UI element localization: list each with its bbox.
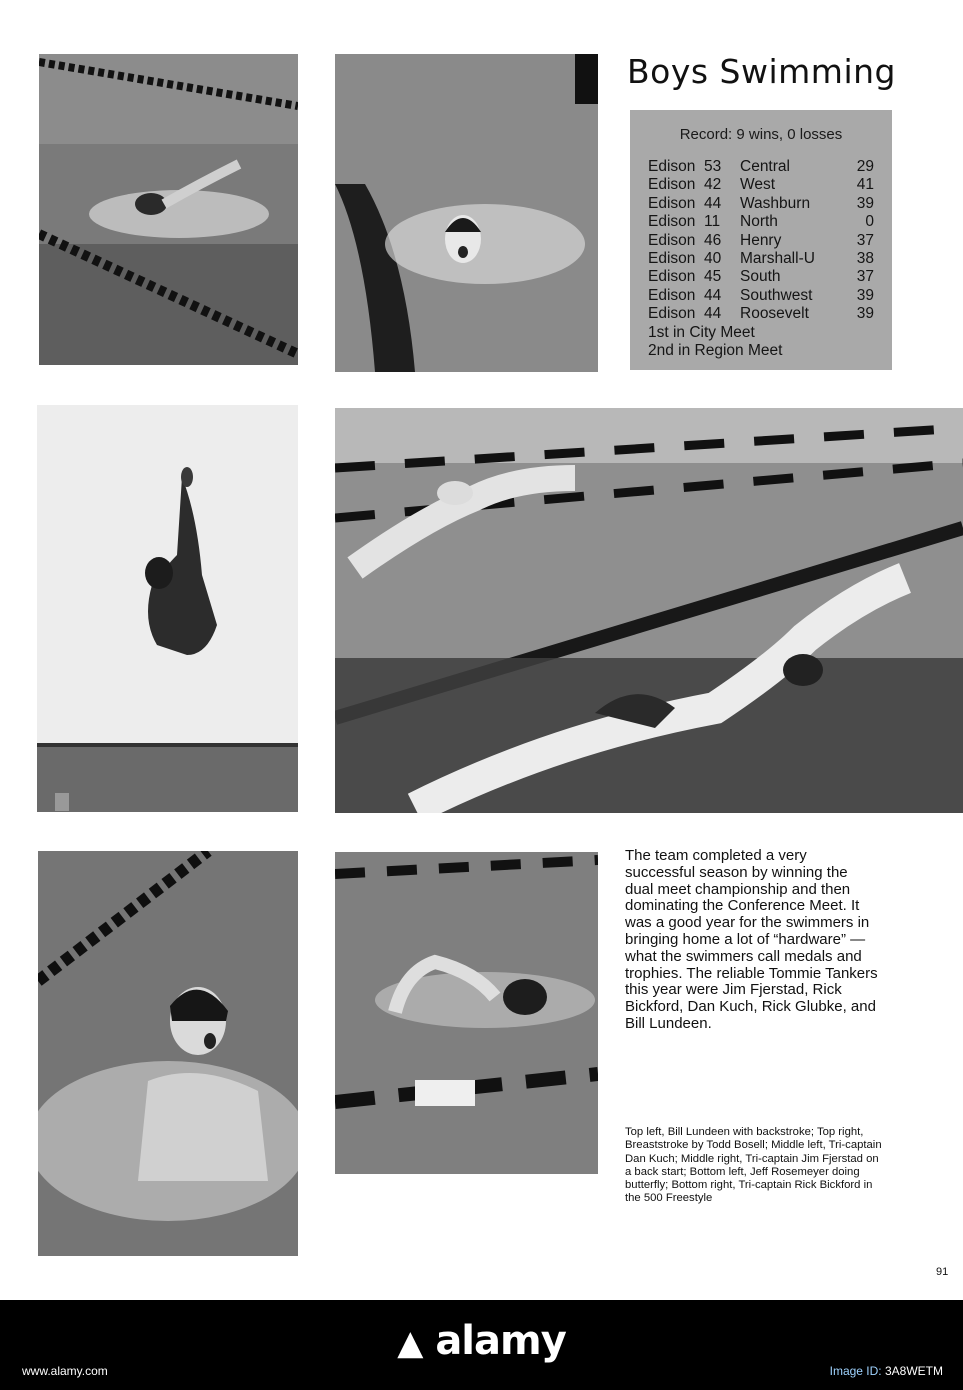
- team-name: Edison: [648, 268, 696, 286]
- team-name: Edison: [648, 231, 696, 249]
- watermark-footer: [0, 1300, 963, 1390]
- opponent-name: Roosevelt: [740, 305, 809, 323]
- result-row: [648, 232, 874, 250]
- alamy-logo-text: alamy: [435, 1318, 566, 1364]
- story-paragraph: The team completed a very successful season by winning the dual meet championship and then dominating the Conference Meet. It was a good year for the swimmers in bringing home a lot of “hardware” — what the swimmers call medals and trophies. The reliable Tommie Tankers this year were Jim Fjerstad, Rick Bickford, Dan Kuch, Rick Glubke, and Bill Lundeen.: [625, 847, 878, 1032]
- photo-top-left-backstroke: [39, 54, 298, 365]
- opponent-score: 39: [856, 286, 874, 304]
- result-row: [648, 176, 874, 194]
- opponent-score: 37: [856, 268, 874, 286]
- team-name: Edison: [648, 286, 696, 304]
- team-score: 42: [704, 176, 722, 194]
- result-row: [648, 287, 874, 305]
- image-id-value: 3A8WETM: [884, 1364, 943, 1378]
- site-url: www.alamy.com: [22, 1364, 108, 1378]
- city-meet-result: 1st in City Meet: [648, 323, 755, 341]
- image-id: [830, 1364, 943, 1378]
- photo-middle-left-diver: [37, 405, 298, 812]
- team-score: 40: [704, 250, 722, 268]
- photo-top-right-breaststroke: [335, 54, 598, 372]
- team-score: 44: [704, 194, 722, 212]
- opponent-score: 0: [865, 213, 874, 231]
- season-record-box: [630, 110, 892, 370]
- opponent-score: 37: [856, 231, 874, 249]
- team-name: Edison: [648, 194, 696, 212]
- team-score: 45: [704, 268, 722, 286]
- result-row: [648, 268, 874, 286]
- opponent-name: North: [740, 213, 778, 231]
- photo-bottom-right-freestyle: [335, 852, 598, 1174]
- result-row: [648, 195, 874, 213]
- team-score: 11: [704, 213, 721, 231]
- opponent-name: South: [740, 268, 781, 286]
- results-list: [648, 158, 874, 360]
- image-id-label: Image ID:: [829, 1364, 882, 1378]
- alamy-logo: [0, 1318, 963, 1364]
- opponent-name: West: [740, 176, 776, 194]
- team-name: Edison: [648, 250, 696, 268]
- opponent-score: 39: [856, 194, 874, 212]
- team-name: Edison: [648, 158, 696, 175]
- opponent-name: Henry: [740, 231, 782, 249]
- result-row: [648, 305, 874, 323]
- team-score: 44: [704, 286, 722, 304]
- record-heading: Record: 9 wins, 0 losses: [679, 126, 843, 143]
- photo-middle-right-back-start: [335, 408, 963, 813]
- team-score: 44: [704, 305, 722, 323]
- alamy-mark-icon: ▲: [397, 1323, 423, 1363]
- result-row: [648, 213, 874, 231]
- opponent-score: 41: [856, 176, 874, 194]
- team-score: 53: [704, 158, 722, 175]
- photo-caption: Top left, Bill Lundeen with backstroke; Top right, Breaststroke by Todd Bosell; Middle left, Tri-captain Dan Kuch; Middle right, Tri-captain Jim Fjerstad on a back start; Bottom left, Jeff Rosemeyer doing butterfly; Bottom right, Tri-captain Rick Bickford in the 500 Freestyle: [625, 1126, 882, 1205]
- opponent-score: 38: [856, 250, 874, 268]
- opponent-name: Central: [740, 158, 790, 175]
- opponent-score: 29: [856, 158, 874, 175]
- region-meet-result: 2nd in Region Meet: [648, 342, 783, 360]
- opponent-name: Southwest: [740, 286, 813, 304]
- photo-bottom-left-butterfly: [38, 851, 298, 1256]
- page-number: 91: [936, 1266, 949, 1278]
- opponent-score: 39: [856, 305, 874, 323]
- team-score: 46: [704, 231, 722, 249]
- team-name: Edison: [648, 213, 696, 231]
- page-title: Boys Swimming: [627, 52, 896, 91]
- opponent-name: Washburn: [740, 194, 811, 212]
- team-name: Edison: [648, 176, 696, 194]
- result-row: [648, 250, 874, 268]
- opponent-name: Marshall-U: [740, 250, 815, 268]
- result-row: [648, 158, 874, 176]
- team-name: Edison: [648, 305, 696, 323]
